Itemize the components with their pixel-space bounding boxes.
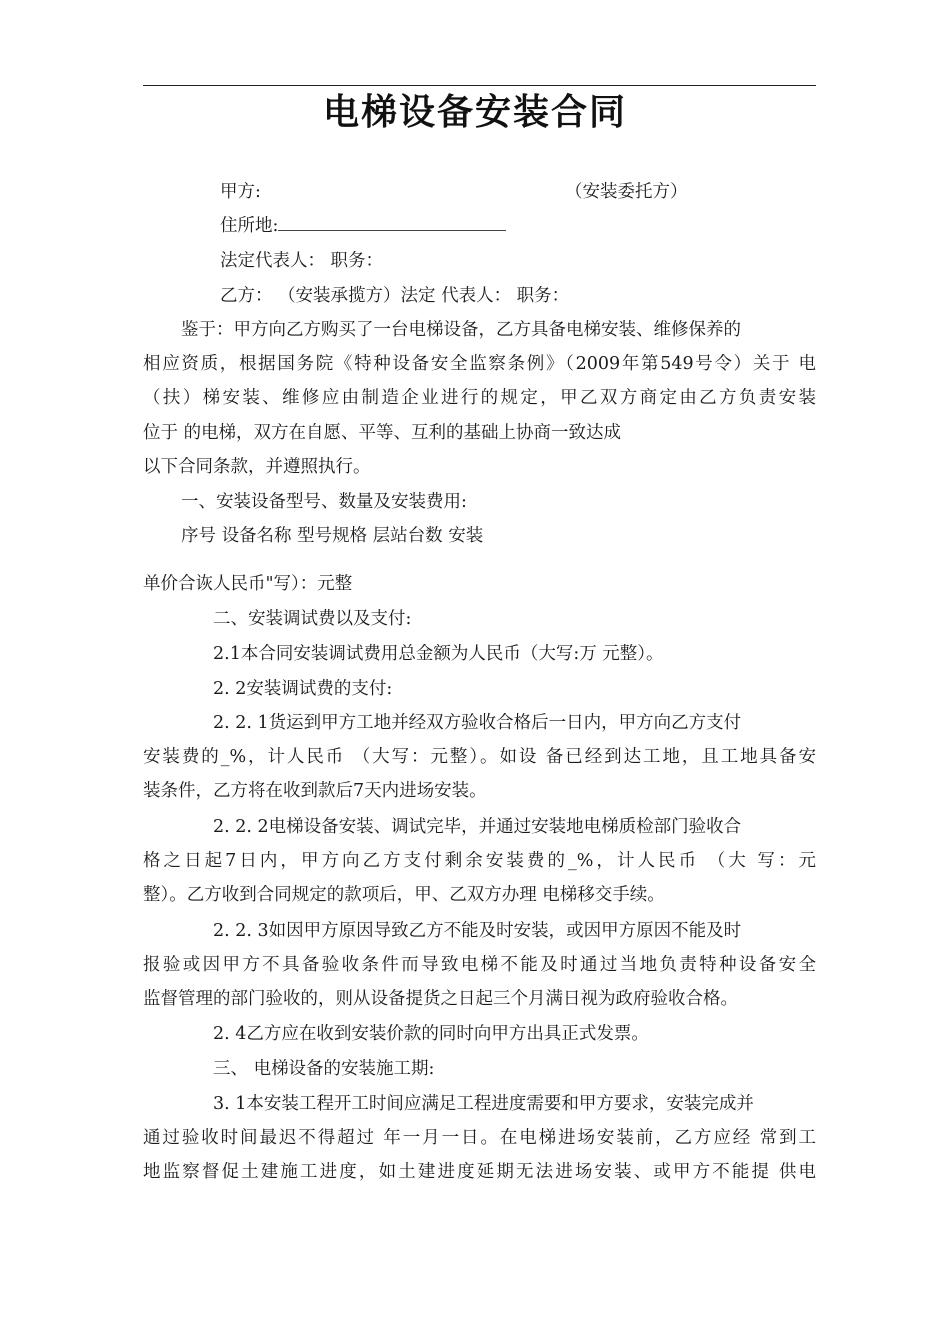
clause-2-1: 2.1本合同安装调试费用总金额为人民币（大写:万 元整）。 (213, 644, 664, 664)
clause-2-2-3-line-1: 2. 2. 3如因甲方原因导致乙方不能及时安装，或因甲方原因不能及时 (213, 921, 742, 941)
clause-2-4: 2. 4乙方应在收到安装价款的同时向甲方出具正式发票。 (213, 1024, 649, 1044)
whereas-line-5: 以下合同条款，并遵照执行。 (143, 457, 371, 477)
party-a-role: （安装委托方） (565, 182, 688, 202)
clause-3-1-line-3: 地监察督促土建施工进度，如土建进度延期无法进场安装、或甲方不能提 供电 (143, 1162, 816, 1182)
legal-rep-line: 法定代表人： 职务： (220, 251, 384, 271)
address-label: 住所地: (220, 216, 279, 236)
address-row (220, 214, 506, 238)
whereas-line-4: 位于 的电梯，双方在自愿、平等、互利的基础上协商一致达成 (143, 423, 622, 443)
whereas-line-1: 鉴于：甲方向乙方购买了一台电梯设备，乙方具备电梯安装、维修保养的 (181, 320, 741, 340)
section-3-heading: 三、 电梯设备的安装施工期: (213, 1059, 435, 1079)
top-divider (143, 85, 816, 86)
clause-3-1-line-2: 通过验收时间最迟不得超过 年一月一日。在电梯进场安装前，乙方应经 常到工 (143, 1128, 816, 1148)
section-2-heading: 二、安装调试费以及支付: (213, 609, 412, 629)
address-blank (278, 215, 506, 231)
clause-3-1-line-1: 3. 1本安装工程开工时间应满足工程进度需要和甲方要求，安装完成并 (213, 1094, 754, 1114)
clause-2-2-3-line-2: 报验或因甲方不具备验收条件而导致电梯不能及时通过当地负责特种设备安全 (143, 955, 816, 975)
clause-2-2-2-line-1: 2. 2. 2电梯设备安装、调试完毕，并通过安装地电梯质检部门验收合 (213, 817, 742, 837)
clause-2-2-1-line-1: 2. 2. 1货运到甲方工地并经双方验收合格后一日内，甲方向乙方支付 (213, 713, 742, 733)
clause-2-2-2-line-3: 整）。乙方收到合同规定的款项后，甲、乙双方办理 电梯移交手续。 (143, 885, 665, 905)
whereas-line-3: （扶）梯安装、维修应由制造企业进行的规定，甲乙双方商定由乙方负责安装 (143, 388, 816, 408)
clause-2-2-2-line-2: 格之日起7日内，甲方向乙方支付剩余安装费的_%，计人民币 （大 写：元 (143, 851, 816, 871)
whereas-line-2: 相应资质，根据国务院《特种设备安全监察条例》（2009年第549号令）关于 电 (143, 354, 816, 374)
clause-2-2-3-line-3: 监督管理的部门验收的，则从设备提货之日起三个月满日视为政府验收合格。 (143, 989, 738, 1009)
section-1-heading: 一、安装设备型号、数量及安装费用: (181, 492, 467, 512)
equipment-table-header: 序号 设备名称 型号规格 层站台数 安装 (181, 526, 484, 546)
clause-2-2-1-line-2: 安装费的_%，计人民币 （大写：元整）。如设 备已经到达工地，且工地具备安 (143, 747, 816, 767)
party-b-line: 乙方： （安装承揽方）法定 代表人： 职务： (220, 286, 570, 306)
unit-price-line: 单价合诙人民币"写）：元整 (143, 574, 353, 594)
document-title: 电梯设备安装合同 (322, 92, 627, 133)
party-a-label: 甲方: (220, 182, 261, 202)
clause-2-2: 2. 2安装调试费的支付: (213, 679, 393, 699)
clause-2-2-1-line-3: 装条件，乙方将在收到款后7天内进场安装。 (143, 781, 487, 801)
